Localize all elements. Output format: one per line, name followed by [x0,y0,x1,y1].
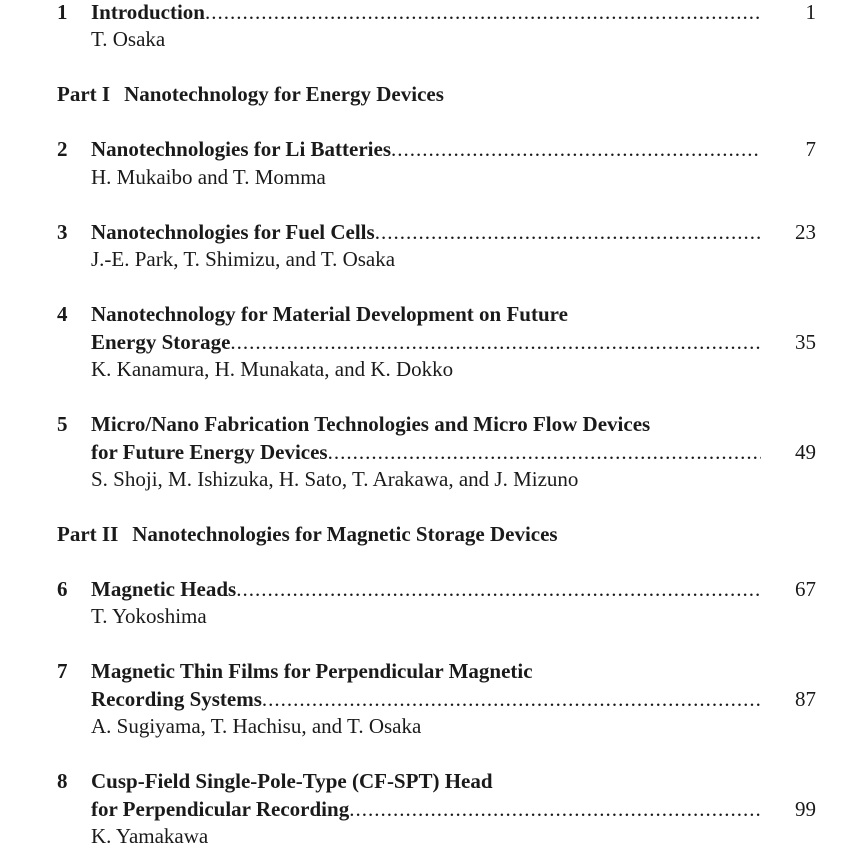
toc-entry-1[interactable] [0,0,864,26]
toc-entry-3[interactable] [0,218,864,246]
dot-leader [262,685,761,713]
toc-entry-7-cont[interactable] [0,685,864,713]
chapter-number: 5 [57,412,68,436]
chapter-authors: A. Sugiyama, T. Hachisu, and T. Osaka [91,714,422,738]
chapter-authors: T. Yokoshima [91,604,207,628]
toc-entry-8[interactable] [0,767,864,795]
part-label: Part I [57,82,111,106]
page-number: 23 [795,220,816,244]
chapter-number: 6 [57,577,68,601]
chapter-title-line-2: for Future Energy Devices [91,440,328,464]
chapter-title-line-1: Micro/Nano Fabrication Technologies and Micro Flow Devices [91,412,651,436]
chapter-title: Magnetic Heads [91,577,237,601]
chapter-number: 1 [57,0,68,24]
toc-entry-4[interactable] [0,300,864,328]
page-number: 99 [795,797,816,821]
chapter-number: 3 [57,220,68,244]
toc-authors-5 [0,465,864,493]
part-heading-2 [0,520,864,548]
chapter-authors: J.-E. Park, T. Shimizu, and T. Osaka [91,247,396,271]
toc-authors-1 [0,25,864,53]
dot-leader [230,328,761,356]
chapter-title: Nanotechnologies for Fuel Cells [91,220,375,244]
toc-entry-5-cont[interactable] [0,438,864,466]
chapter-title-line-2: for Perpendicular Recording [91,797,350,821]
toc-authors-3 [0,245,864,273]
chapter-number: 2 [57,137,68,161]
dot-leader [205,0,761,26]
chapter-title-line-1: Magnetic Thin Films for Perpendicular Magnetic [91,659,533,683]
chapter-number: 4 [57,302,68,326]
page-number: 1 [805,0,816,24]
toc-authors-2 [0,163,864,191]
toc-authors-7 [0,712,864,740]
page-number: 49 [795,440,816,464]
chapter-title: Nanotechnologies for Li Batteries [91,137,391,161]
dot-leader [349,795,761,823]
part-title: Nanotechnologies for Magnetic Storage Devices [132,522,558,546]
page-number: 67 [795,577,816,601]
chapter-title-line-2: Recording Systems [91,687,262,711]
toc-entry-4-cont[interactable] [0,328,864,356]
chapter-title-line-2: Energy Storage [91,330,231,354]
chapter-authors: K. Kanamura, H. Munakata, and K. Dokko [91,357,454,381]
chapter-number: 8 [57,769,68,793]
toc-authors-8 [0,822,864,850]
toc-entry-7[interactable] [0,657,864,685]
toc-entry-8-cont[interactable] [0,795,864,823]
dot-leader [375,218,761,246]
chapter-title-line-1: Cusp-Field Single-Pole-Type (CF-SPT) Head [91,769,493,793]
chapter-authors: H. Mukaibo and T. Momma [91,165,326,189]
part-title: Nanotechnology for Energy Devices [124,82,444,106]
toc-entry-2[interactable] [0,135,864,163]
chapter-authors: K. Yamakawa [91,824,209,848]
chapter-authors: S. Shoji, M. Ishizuka, H. Sato, T. Arakawa, and J. Mizuno [91,467,579,491]
part-label: Part II [57,522,119,546]
page-number: 87 [795,687,816,711]
chapter-title-line-1: Nanotechnology for Material Development on Future [91,302,568,326]
toc-entry-5[interactable] [0,410,864,438]
dot-leader [236,575,761,603]
page-number: 7 [805,137,816,161]
toc-entry-6[interactable] [0,575,864,603]
chapter-authors: T. Osaka [91,27,166,51]
toc-authors-4 [0,355,864,383]
dot-leader [391,135,761,163]
toc-authors-6 [0,602,864,630]
chapter-title: Introduction [91,0,205,24]
page-number: 35 [795,330,816,354]
chapter-number: 7 [57,659,68,683]
dot-leader [328,438,761,466]
part-heading-1 [0,80,864,108]
